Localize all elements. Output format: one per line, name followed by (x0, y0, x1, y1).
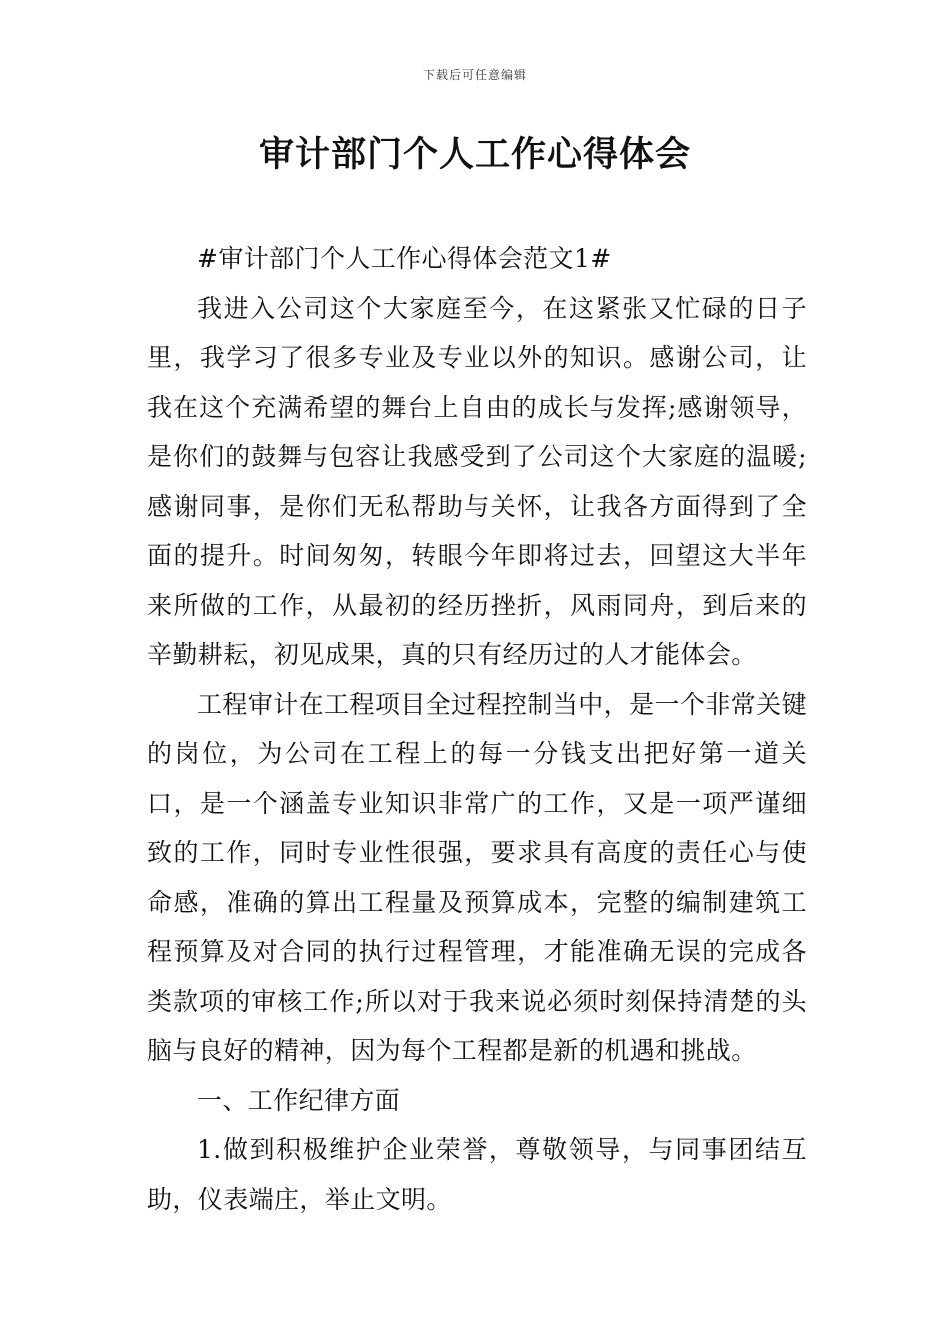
section-heading-sample-1: #审计部门个人工作心得体会范文1# (197, 244, 612, 273)
document-title: 审计部门个人工作心得体会 (258, 135, 691, 175)
section-heading-work-discipline: 一、工作纪律方面 (197, 1085, 401, 1115)
header-note: 下载后可任意编辑 (422, 68, 527, 82)
paragraph-engineering-audit: 工程审计在工程项目全过程控制当中，是一个非常关键的岗位，为公司在工程上的每一分钱支出把好第一道关口，是一个涵盖专业知识非常广的工作，又是一项严谨细致的工作，同时专业性很强，要求具有高度的责任心与使命感，准确的算出工程量及预算成本，完整的编制建筑工程预算及对合同的执行过程管理，才能准确无误的完成各类款项的审核工作;所以对于我来说必须时刻保持清楚的头脑与良好的精神，因为每个工程都是新的机遇和挑战。 (147, 689, 807, 1065)
paragraph-intro: 我进入公司这个大家庭至今，在这紧张又忙碌的日子里，我学习了很多专业及专业以外的知识。感谢公司，让我在这个充满希望的舞台上自由的成长与发挥;感谢领导，是你们的鼓舞与包容让我感受到了公司这个大家庭的温暖;感谢同事，是你们无私帮助与关怀，让我各方面得到了全面的提升。时间匆匆，转眼今年即将过去，回望这大半年来所做的工作，从最初的经历挫折，风雨同舟，到后来的辛勤耕耘，初见成果，真的只有经历过的人才能体会。 (147, 293, 807, 669)
document-body (147, 234, 807, 1224)
list-item-1: 1.做到积极维护企业荣誉，尊敬领导，与同事团结互助，仪表端庄，举止文明。 (147, 1135, 807, 1214)
